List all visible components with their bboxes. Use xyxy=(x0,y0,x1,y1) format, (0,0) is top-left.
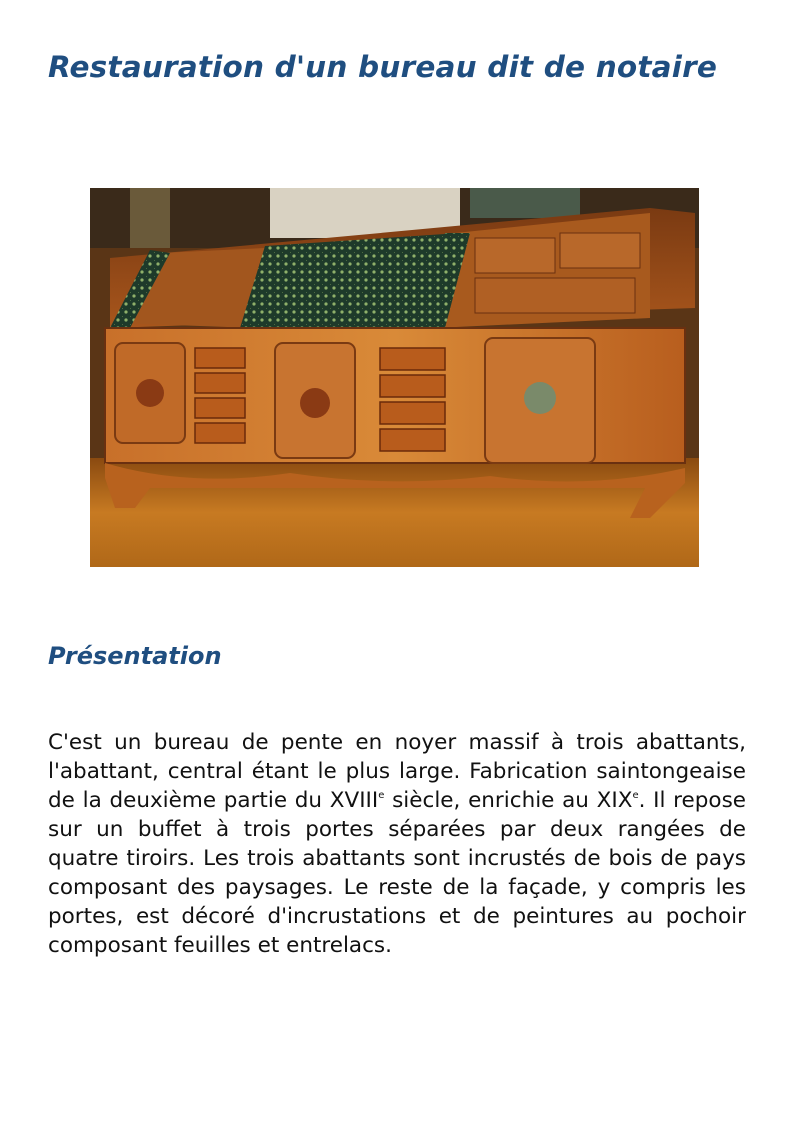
presentation-paragraph xyxy=(48,728,746,960)
superscript-e-2: e xyxy=(632,790,639,801)
furniture-photo xyxy=(90,188,699,567)
paragraph-text-2: siècle, enrichie au XIX xyxy=(384,788,633,813)
paragraph-text-1: C'est un bureau de pente en noyer massif à trois abattants, l'abattant, central étant le plus large. Fabrication saintongeaise de la deuxième partie du XVIII xyxy=(48,730,746,813)
section-heading: Présentation xyxy=(48,642,222,670)
superscript-e-1: e xyxy=(378,790,385,801)
paragraph-text-3: . Il repose sur un buffet à trois portes séparées par deux rangées de quatre tiroirs. Les trois abattants sont incrustés de bois de pays composant des paysages. Le reste de la façade, y compris les portes, est décoré d'incrustations et de peintures au pochoir composant feuilles et entrelacs. xyxy=(48,788,746,958)
page-title: Restauration d'un bureau dit de notaire xyxy=(48,50,718,84)
